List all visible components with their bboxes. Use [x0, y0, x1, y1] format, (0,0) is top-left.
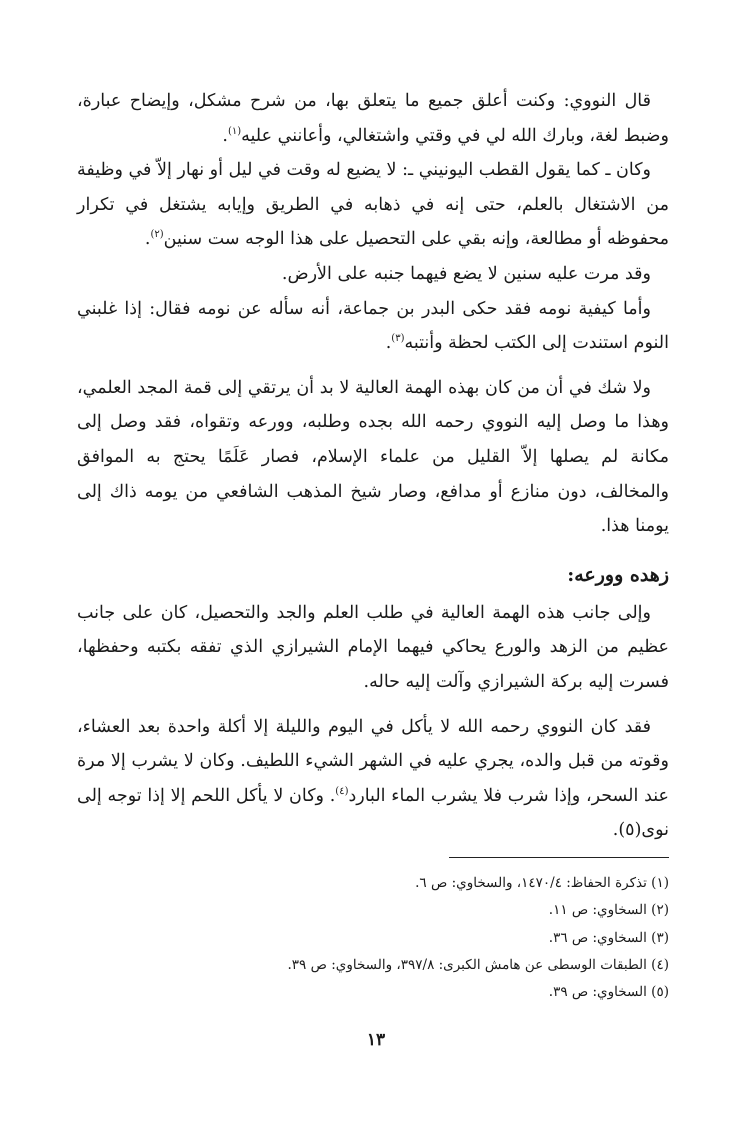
section-paragraph-1: وإلى جانب هذه الهمة العالية في طلب العلم والجد والتحصيل، كان على جانب عظيم من الزهد والورع يحاكي فيهما الإمام الشيرازي الذي تفقه بكتبه وحفظها، فسرت إليه بركة الشيرازي وآلت إليه حاله. — [77, 602, 669, 692]
footnote-marker-3: (٣) — [391, 333, 405, 345]
paragraph-1: قال النووي: وكنت أعلق جميع ما يتعلق بها، من شرح مشكل، وإيضاح عبارة، وضبط لغة، وبارك الله لي في وقتي واشتغالي، وأعانني عليه$^{(١)}$. — [77, 91, 669, 146]
footnote-1: (١) تذكرة الحفاظ: ١٤٧٠/٤، والسخاوي: ص ٦. — [415, 875, 669, 891]
footnote-marker-1: (١) — [227, 125, 242, 137]
footnotes-list — [77, 870, 669, 1006]
page-number: ١٣ — [366, 1030, 386, 1050]
section-heading: زهده وورعه: — [567, 563, 669, 586]
paragraph-4: وأما كيفية نومه فقد حكى البدر بن جماعة، أنه سأله عن نومه فقال: إذا غلبني النوم استندت إلى الكتب لحظة وأنتبه$^{(٣)}$. — [77, 298, 669, 354]
footnote-marker-4: (٤) — [335, 785, 349, 797]
footnote-marker-2: (٢) — [150, 229, 164, 241]
footnote-5: (٥) السخاوي: ص ٣٩. — [548, 984, 669, 1001]
footnote-2: (٢) السخاوي: ص ١١. — [548, 902, 669, 919]
footnote-separator — [449, 857, 669, 858]
paragraph-2: وكان ـ كما يقول القطب اليونيني ـ: لا يضيع له وقت في ليل أو نهار إلاّ في وظيفة من الاشتغال بالعلم، حتى إنه في ذهابه في الطريق وإيابه يشتغل في تكرار محفوظه أو مطالعة، وإنه بقي على التحصيل على هذا الوجه ست سنين$^{(٢)}$. — [77, 160, 669, 250]
footnote-4: (٤) الطبقات الوسطى عن هامش الكبرى: ٣٩٧/٨، والسخاوي: ص ٣٩. — [287, 956, 669, 973]
footnote-3: (٣) السخاوي: ص ٣٦. — [548, 929, 669, 946]
main-text — [77, 84, 669, 848]
section-paragraph-2: فقد كان النووي رحمه الله لا يأكل في اليوم والليلة إلا أكلة واحدة بعد العشاء، وقوته من قبل والده، يجري عليه في الشهر الشيء اللطيف. وكان لا يشرب إلا مرة عند السحر، وإذا شرب فلا يشرب الماء البارد$^{(٤)}$. وكان لا يأكل اللحم إلا إذا توجه إلى نوى(٥). — [77, 716, 669, 841]
paragraph-3: وقد مرت عليه سنين لا يضع فيهما جنبه على الأرض. — [281, 263, 651, 284]
paragraph-5: ولا شك في أن من كان بهذه الهمة العالية لا بد أن يرتقي إلى قمة المجد العلمي، وهذا ما وصل إليه النووي رحمه الله بجده وطلبه، وورعه وتقواه، فقد وصل إلى مكانة لم يصلها إلاّ القليل من علماء الإسلام، فصار عَلَمًا يحتج به الموافق والمخالف، دون منازع أو مدافع، وصار شيخ المذهب الشافعي من يومه ذاك إلى يومنا هذا. — [77, 377, 669, 537]
